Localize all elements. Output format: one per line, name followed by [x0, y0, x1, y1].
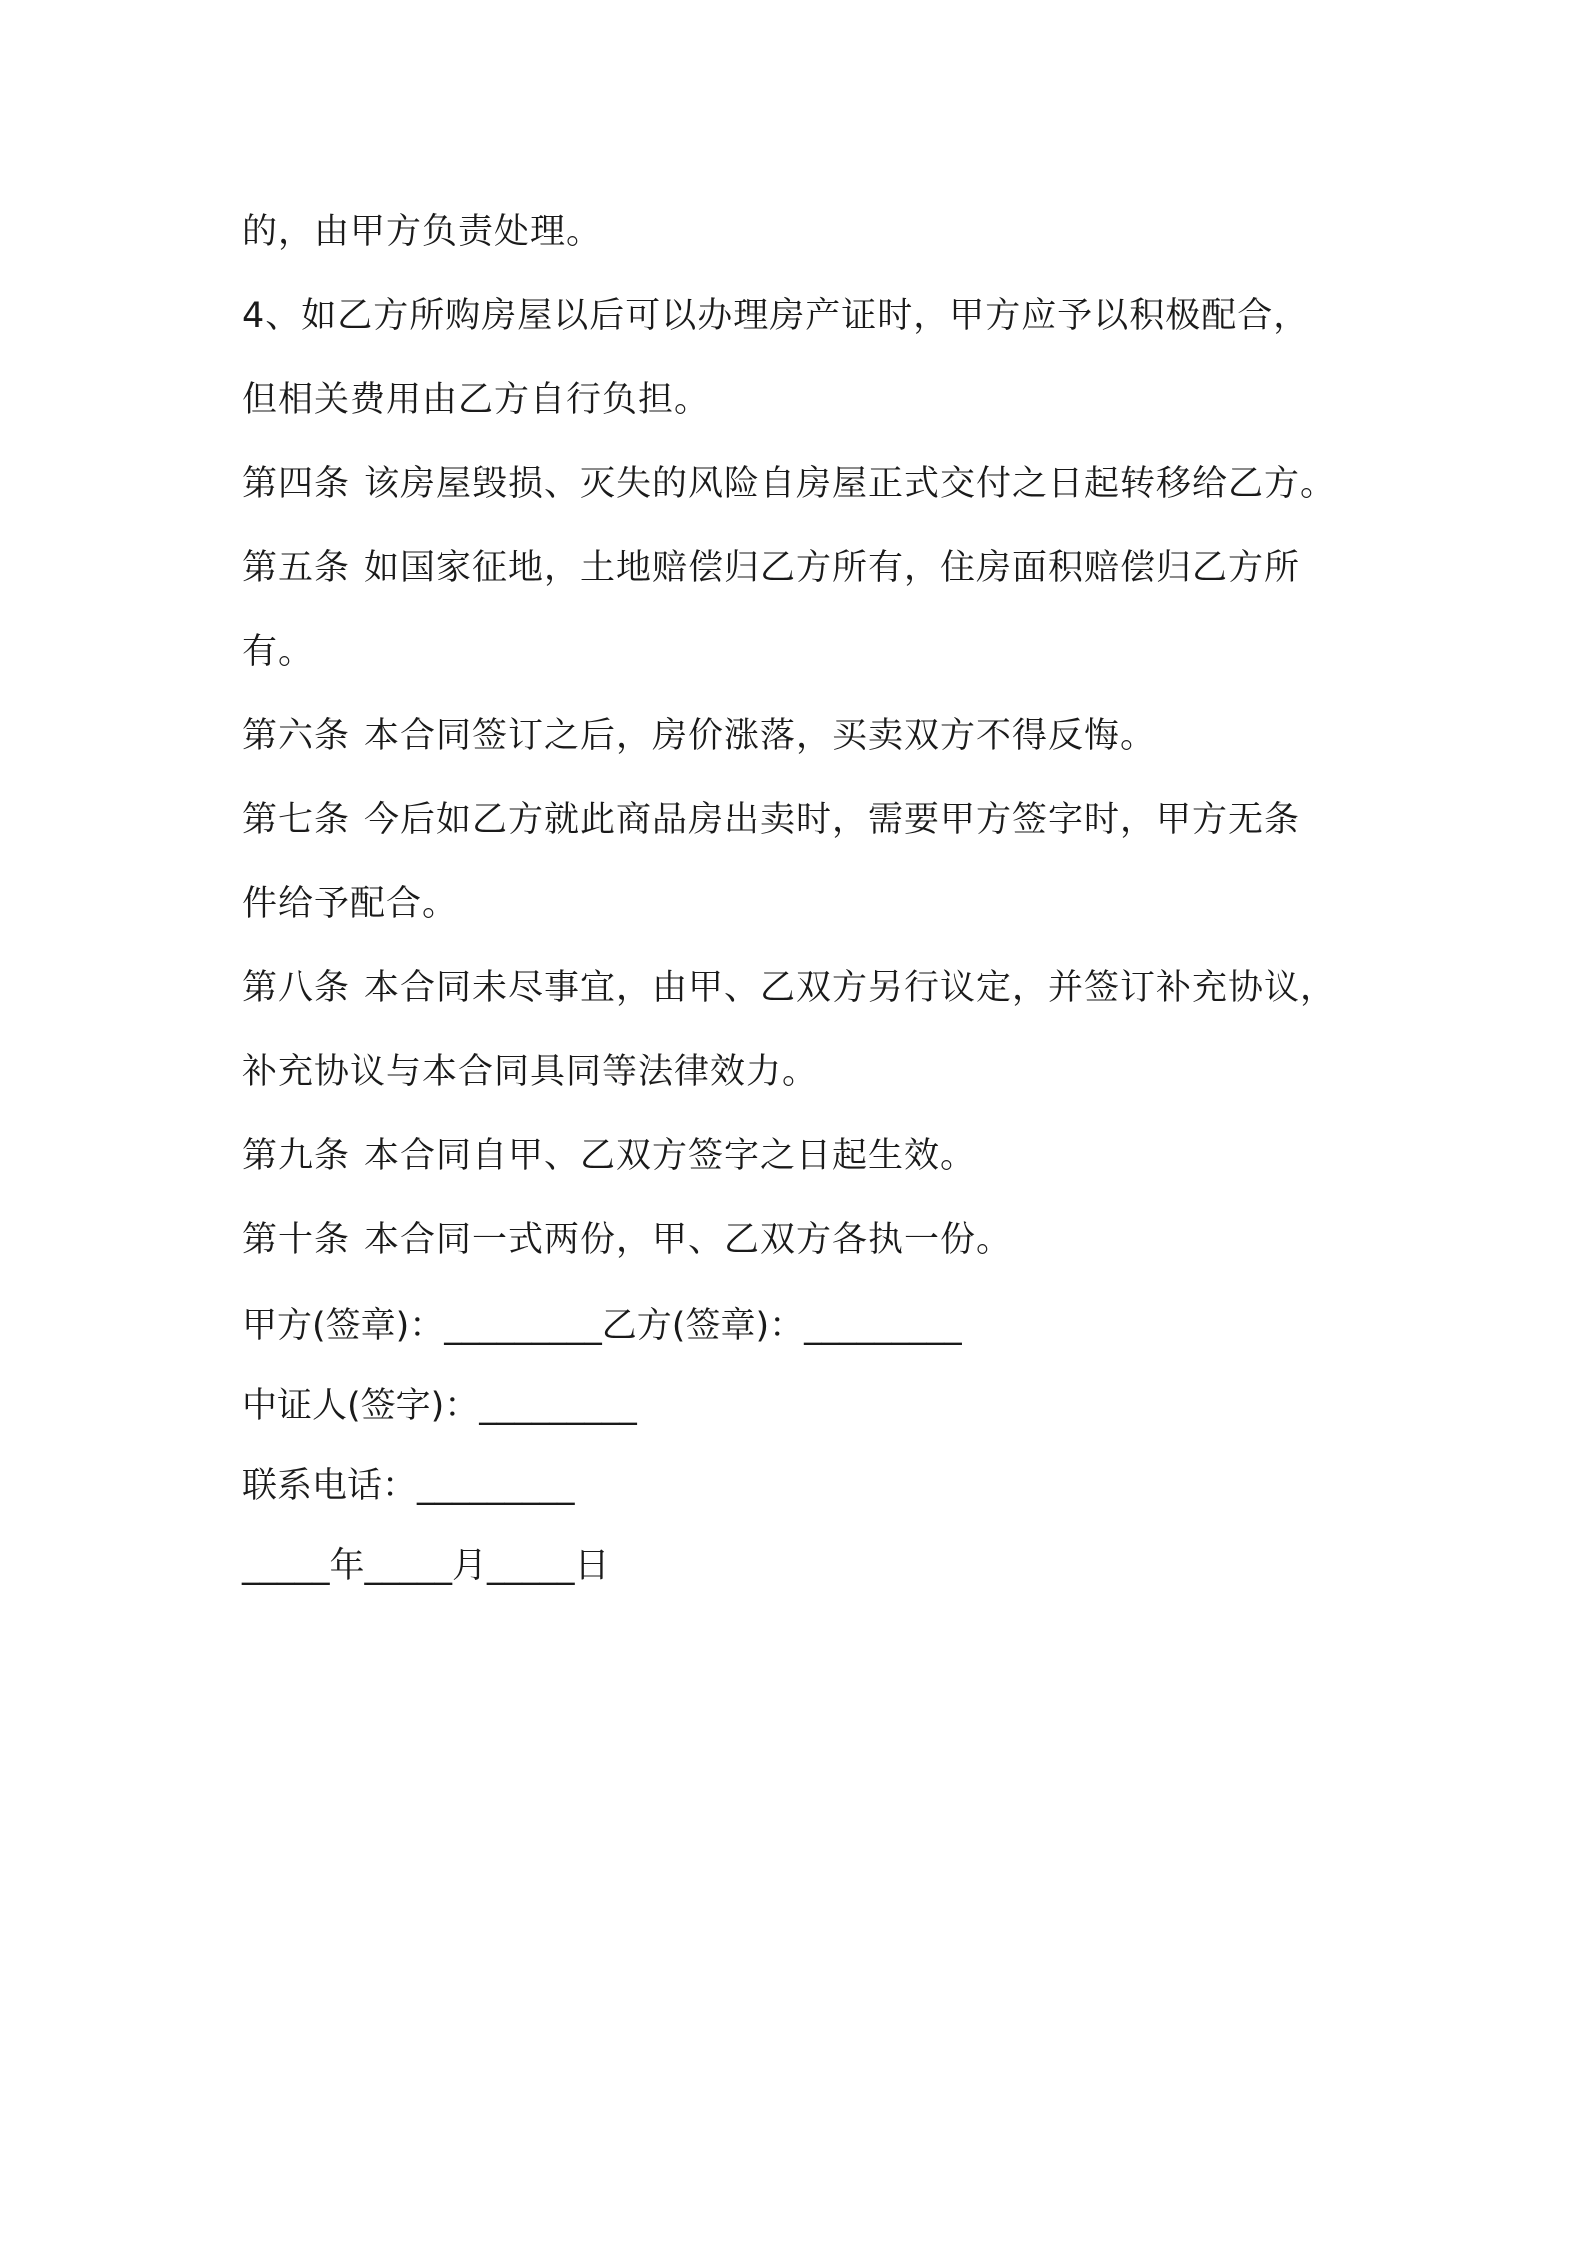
article-10 — [242, 1198, 1372, 1282]
article-4 — [242, 442, 1372, 526]
paragraph-line — [242, 358, 1372, 442]
article-text: 本合同自甲、乙双方签字之日起生效。 — [364, 1136, 977, 1176]
paragraph-text: 件给予配合。 — [242, 884, 459, 924]
paragraph-line — [242, 274, 1372, 358]
paragraph-text: 4、如乙方所购房屋以后可以办理房产证时，甲方应予以积极配合， — [242, 296, 1310, 336]
paragraph-line — [242, 1030, 1372, 1114]
article-label: 第十条 — [242, 1220, 351, 1260]
article-text: 本合同一式两份，甲、乙双方各执一份。 — [364, 1220, 1013, 1260]
article-label: 第七条 — [242, 800, 351, 840]
paragraph-line — [242, 190, 1372, 274]
article-label: 第九条 — [242, 1136, 351, 1176]
article-text: 本合同签订之后，房价涨落，买卖双方不得反悔。 — [364, 716, 1157, 756]
signature-date-text: _____年_____月_____日 — [242, 1546, 610, 1586]
paragraph-line — [242, 610, 1372, 694]
signature-parties — [242, 1286, 1372, 1366]
paragraph-line — [242, 862, 1372, 946]
article-5 — [242, 526, 1372, 610]
signature-phone — [242, 1446, 1372, 1526]
signature-witness — [242, 1366, 1372, 1446]
signature-parties-text: 甲方(签章)：_________乙方(签章)：_________ — [242, 1306, 962, 1346]
article-text: 如国家征地，土地赔偿归乙方所有，住房面积赔偿归乙方所 — [364, 548, 1301, 588]
article-label: 第八条 — [242, 968, 351, 1008]
article-label: 第五条 — [242, 548, 351, 588]
article-7 — [242, 778, 1372, 862]
paragraph-text: 补充协议与本合同具同等法律效力。 — [242, 1052, 819, 1092]
signature-date — [242, 1526, 1372, 1606]
signature-witness-text: 中证人(签字)：_________ — [242, 1386, 637, 1426]
article-8 — [242, 946, 1372, 1030]
article-text: 本合同未尽事宜，由甲、乙双方另行议定，并签订补充协议， — [364, 968, 1337, 1008]
article-9 — [242, 1114, 1372, 1198]
article-text: 今后如乙方就此商品房出卖时，需要甲方签字时，甲方无条 — [364, 800, 1301, 840]
paragraph-text: 但相关费用由乙方自行负担。 — [242, 380, 711, 420]
document-body — [242, 190, 1372, 1606]
paragraph-text: 的，由甲方负责处理。 — [242, 212, 603, 252]
article-text: 该房屋毁损、灭失的风险自房屋正式交付之日起转移给乙方。 — [364, 464, 1337, 504]
paragraph-text: 有。 — [242, 632, 315, 672]
signature-phone-text: 联系电话：_________ — [242, 1466, 575, 1506]
article-label: 第六条 — [242, 716, 351, 756]
article-6 — [242, 694, 1372, 778]
article-label: 第四条 — [242, 464, 351, 504]
